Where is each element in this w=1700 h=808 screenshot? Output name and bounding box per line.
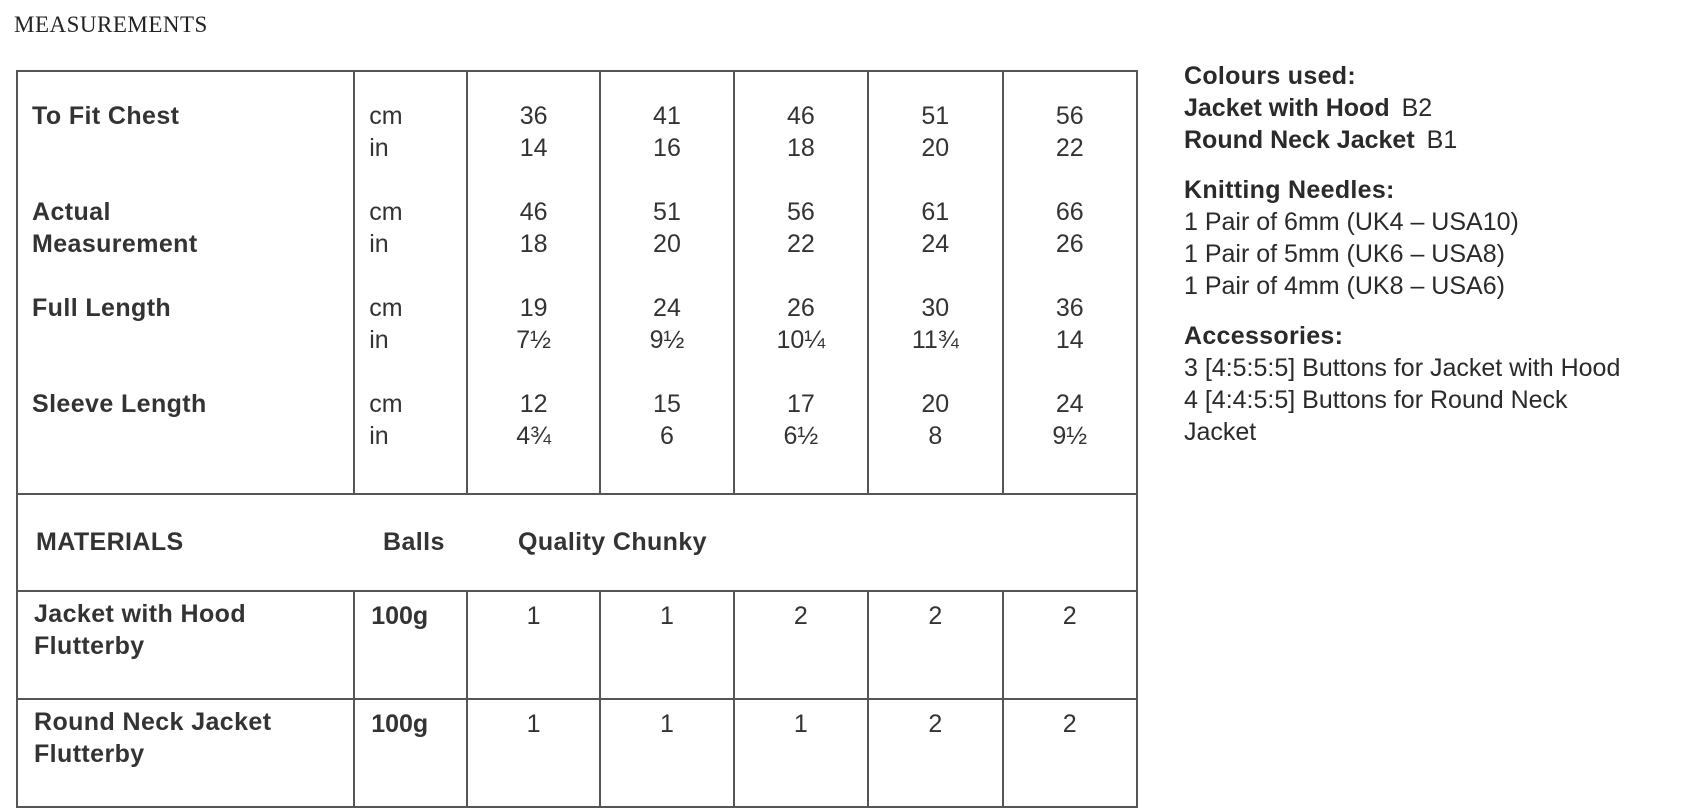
ball-count: 2 (868, 591, 1002, 699)
measure-label: To Fit Chest (32, 102, 180, 130)
ball-count: 1 (600, 699, 733, 807)
needles-title: Knitting Needles: (1184, 176, 1395, 204)
unit-pair: cm in (369, 102, 403, 162)
accessories-title: Accessories: (1184, 322, 1344, 350)
size-column-2 (600, 71, 733, 494)
material-weight: 100g (354, 699, 467, 807)
value-pair: 20 8 (921, 390, 950, 450)
value-pair: 46 18 (786, 102, 815, 162)
measure-label: Sleeve Length (32, 390, 207, 418)
value-pair: 12 4¾ (516, 390, 551, 450)
accessory-item: 4 [4:4:5:5] Buttons for Round Neck (1184, 386, 1568, 414)
needle-item: 1 Pair of 5mm (UK6 – USA8) (1184, 240, 1505, 268)
size-column-1 (467, 71, 600, 494)
unit-pair: cm in (369, 294, 403, 354)
quality-label: Quality Chunky (518, 528, 707, 556)
page-heading: MEASUREMENTS (14, 12, 208, 37)
ball-count: 1 (600, 591, 733, 699)
value-pair: 56 22 (1055, 102, 1084, 162)
material-weight: 100g (354, 591, 467, 699)
ball-count: 2 (1003, 591, 1138, 699)
measurements-section (17, 71, 1137, 494)
ball-count: 1 (467, 591, 600, 699)
materials-title: MATERIALS (36, 528, 184, 556)
ball-count: 2 (868, 699, 1002, 807)
value-pair: 15 6 (653, 390, 681, 450)
measure-units-column (354, 71, 467, 494)
needle-item: 1 Pair of 4mm (UK8 – USA6) (1184, 272, 1505, 300)
colour-item: Jacket with Hood B2 (1184, 94, 1433, 122)
unit-pair: cm in (369, 198, 403, 258)
colours-section (1184, 60, 1694, 156)
value-pair: 26 10¼ (776, 294, 826, 354)
ball-count: 1 (467, 699, 600, 807)
needle-item: 1 Pair of 6mm (UK4 – USA10) (1184, 208, 1519, 236)
colours-title: Colours used: (1184, 62, 1356, 90)
needles-section (1184, 174, 1694, 302)
value-pair: 56 22 (786, 198, 815, 258)
material-row (17, 591, 1137, 699)
accessory-item: Jacket (1184, 418, 1257, 446)
balls-label: Balls (383, 528, 445, 556)
ball-count: 2 (1003, 699, 1138, 807)
ball-count: 2 (734, 591, 868, 699)
measure-labels-column (17, 71, 354, 494)
value-pair: 51 20 (921, 102, 950, 162)
material-row (17, 699, 1137, 807)
measure-label: Full Length (32, 294, 172, 322)
value-pair: 19 7½ (516, 294, 551, 354)
material-name: Jacket with Hood Flutterby (17, 591, 354, 699)
pattern-notes (1184, 60, 1694, 466)
unit-pair: cm in (369, 390, 403, 450)
size-column-3 (734, 71, 868, 494)
value-pair: 51 20 (653, 198, 681, 258)
value-pair: 30 11¾ (911, 294, 959, 354)
size-column-5 (1003, 71, 1138, 494)
measure-label: Actual Measurement (32, 198, 198, 258)
value-pair: 61 24 (921, 198, 950, 258)
materials-header-row (17, 494, 1137, 591)
value-pair: 24 9½ (649, 294, 685, 354)
value-pair: 36 14 (1055, 294, 1084, 354)
measurements-table (16, 70, 1138, 808)
value-pair: 66 26 (1055, 198, 1084, 258)
value-pair: 17 6½ (783, 390, 819, 450)
materials-header (17, 494, 1137, 591)
accessory-item: 3 [4:5:5:5] Buttons for Jacket with Hood (1184, 354, 1621, 382)
value-pair: 24 9½ (1052, 390, 1088, 450)
ball-count: 1 (734, 699, 868, 807)
size-column-4 (868, 71, 1002, 494)
accessories-section (1184, 320, 1694, 448)
value-pair: 46 18 (519, 198, 548, 258)
material-name: Round Neck Jacket Flutterby (17, 699, 354, 807)
value-pair: 41 16 (653, 102, 681, 162)
colour-item: Round Neck Jacket B1 (1184, 126, 1458, 154)
value-pair: 36 14 (519, 102, 548, 162)
